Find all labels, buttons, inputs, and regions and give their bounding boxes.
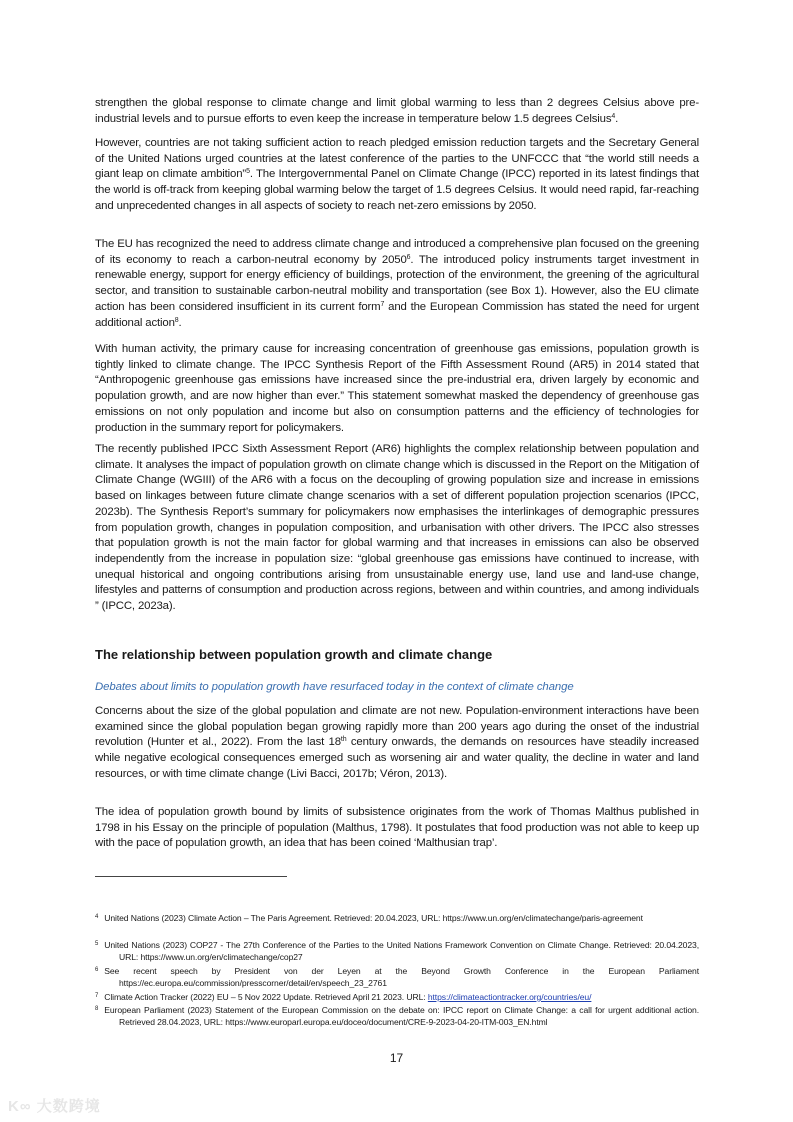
text: . xyxy=(178,316,182,329)
footnote-number: 5 xyxy=(95,941,99,947)
body-paragraph xyxy=(95,136,699,215)
footnote-text: See recent speech by President von der Leyen at the Beyond Growth Conference in the European Parliament https://ec.europa.eu/commission/presscorner/detail/en/speech_23_2761 xyxy=(104,966,699,988)
body-paragraph xyxy=(95,96,699,127)
footnote-ref[interactable]: 5 xyxy=(246,168,250,176)
text: . The Intergovernmental Panel on Climate Change (IPCC) reported in its latest findings that the world is off-track from keeping global warming below the target of 1.5 degrees Celsius. It would need rapid, far-reaching and unprecedented changes in all aspects of society to reach net-zero emissions by 2050. xyxy=(95,168,699,212)
text: The EU has recognized the need to address climate change and introduced a comprehensive plan focused on the greening of its economy to reach a carbon-neutral economy by 2050 xyxy=(95,238,699,266)
superscript: th xyxy=(340,736,347,744)
footnote-ref[interactable]: 8 xyxy=(174,316,179,324)
body-paragraph xyxy=(95,704,699,783)
footnote xyxy=(95,966,699,989)
watermark-logo xyxy=(8,1095,101,1116)
footnote-ref[interactable]: 6 xyxy=(406,253,411,261)
footnote-number: 6 xyxy=(95,967,99,973)
text: However, countries are not taking sufficient action to reach pledged emission reduction targets and the Secretary General of the United Nations urged countries at the latest conference of the parties to the UNFCCC that “the world still needs a giant leap on climate ambition” xyxy=(95,137,699,181)
subheading: Debates about limits to population growth have resurfaced today in the context of climate change xyxy=(95,681,574,693)
text: . xyxy=(615,112,619,125)
footnote-number: 7 xyxy=(95,993,99,999)
footnote-text: Climate Action Tracker (2022) EU – 5 Nov 2022 Update. Retrieved April 21 2023. URL: xyxy=(104,992,428,1002)
text: . The introduced policy instruments target investment in renewable energy, support for energy efficiency of buildings, protection of the environment, the greening of the agricultural sector, and transition to sustainable carbon-neutral mobility and transportation (see Box 1). However, also the EU climate action has been considered insufficient in its current form xyxy=(95,253,699,313)
footnote-text: United Nations (2023) Climate Action – The Paris Agreement. Retrieved: 20.04.2023, URL: https://www.un.org/en/climatechange/paris-agreement xyxy=(104,913,643,923)
body-paragraph: The recently published IPCC Sixth Assessment Report (AR6) highlights the complex relationship between population and climate. It analyses the impact of population growth on climate change which is discussed in the Report on the Mitigation of Climate Change (WGIII) of the AR6 with a focus on the decoupling of growing population size and increase in emissions based on linkages between future climate change scenarios with a set of different population projection scenarios (IPCC, 2023b). The Synthesis Report’s summary for policymakers now emphasises the interlinkages of demographic pressures from population growth, changes in population composition, and urbanisation with other drivers. The IPCC also stresses that population growth is not the main factor for global warming and that increases in emissions can also be observed independently from the increase in population size: “global greenhouse gas emissions have continued to increase, with unequal historical and ongoing contributions arising from unsustainable energy use, land use and land-use change, lifestyles and patterns of consumption and production across regions, between and within countries, and among individuals ” (IPCC, 2023a). xyxy=(95,443,699,613)
watermark-icon: K∞ xyxy=(8,1098,37,1115)
text: and the European Commission has stated the need for urgent additional action xyxy=(95,300,699,329)
footnote-text: United Nations (2023) COP27 - The 27th Conference of the Parties to the United Nations Framework Convention on Climate Change. Retrieved: 20.04.2023, URL: https://www.un.org/en/climatechange/cop27 xyxy=(104,940,699,962)
body-paragraph xyxy=(95,237,699,331)
footnote-text: European Parliament (2023) Statement of the European Commission on the debate on: IPCC report on Climate Change: a call for urgent additional action. Retrieved 28.04.2023, URL: https://www.europarl.europa.eu/doceo/document/CRE-9-2023-04-20-ITM-003_EN.html xyxy=(104,1005,699,1027)
section-heading: The relationship between population growth and climate change xyxy=(95,647,493,662)
page-number: 17 xyxy=(389,1051,404,1065)
footnote-number: 8 xyxy=(95,1006,99,1012)
footnote xyxy=(95,1005,699,1028)
body-paragraph: The idea of population growth bound by limits of subsistence originates from the work of Thomas Malthus published in 1798 in his Essay on the principle of population (Malthus, 1798). It postulates that food production was not able to keep up with the pace of population growth, an idea that has been coined ‘Malthusian trap’. xyxy=(95,806,699,850)
footnote xyxy=(95,992,699,1004)
footnote-link[interactable]: https://climateactiontracker.org/countries/eu/ xyxy=(427,992,592,1002)
watermark-text: 大数跨境 xyxy=(36,1098,101,1115)
text: strengthen the global response to climate change and limit global warming to less than 2 degrees Celsius above pre-industrial levels and to pursue efforts to even keep the increase in temperature below 1.5 degrees Celsius xyxy=(95,97,699,125)
footnote xyxy=(95,940,699,963)
text: Concerns about the size of the global population and climate are not new. Population-environment interactions have been examined since the global population began growing rapidly more than 200 years ago during the onset of the industrial revolution (Hunter et al., 2022). From the last 18 xyxy=(95,705,699,749)
footnote-number: 4 xyxy=(95,914,99,920)
footnote-ref[interactable]: 4 xyxy=(611,112,616,120)
footnote-ref[interactable]: 7 xyxy=(380,300,385,308)
footnote-divider xyxy=(95,876,287,877)
footnote xyxy=(95,913,699,925)
text: century onwards, the demands on resources have steadily increased while negative ecological consequences emerged such as worsening air and water quality, the decline in water and land resources, or with time climate change (Livi Bacci, 2017b; Véron, 2013). xyxy=(95,736,699,780)
body-paragraph: With human activity, the primary cause for increasing concentration of greenhouse gas emissions, population growth is tightly linked to climate change. The IPCC Synthesis Report of the Fifth Assessment Round (AR5) in 2014 stated that “Anthropogenic greenhouse gas emissions have increased since the pre-industrial era, driven largely by economic and population growth, and are now higher than ever.” This statement somewhat masked the dependency of greenhouse gas emissions on not only population and income but also on consumption patterns and the efficiency of technologies for production in the summary report for policymakers. xyxy=(95,343,699,434)
